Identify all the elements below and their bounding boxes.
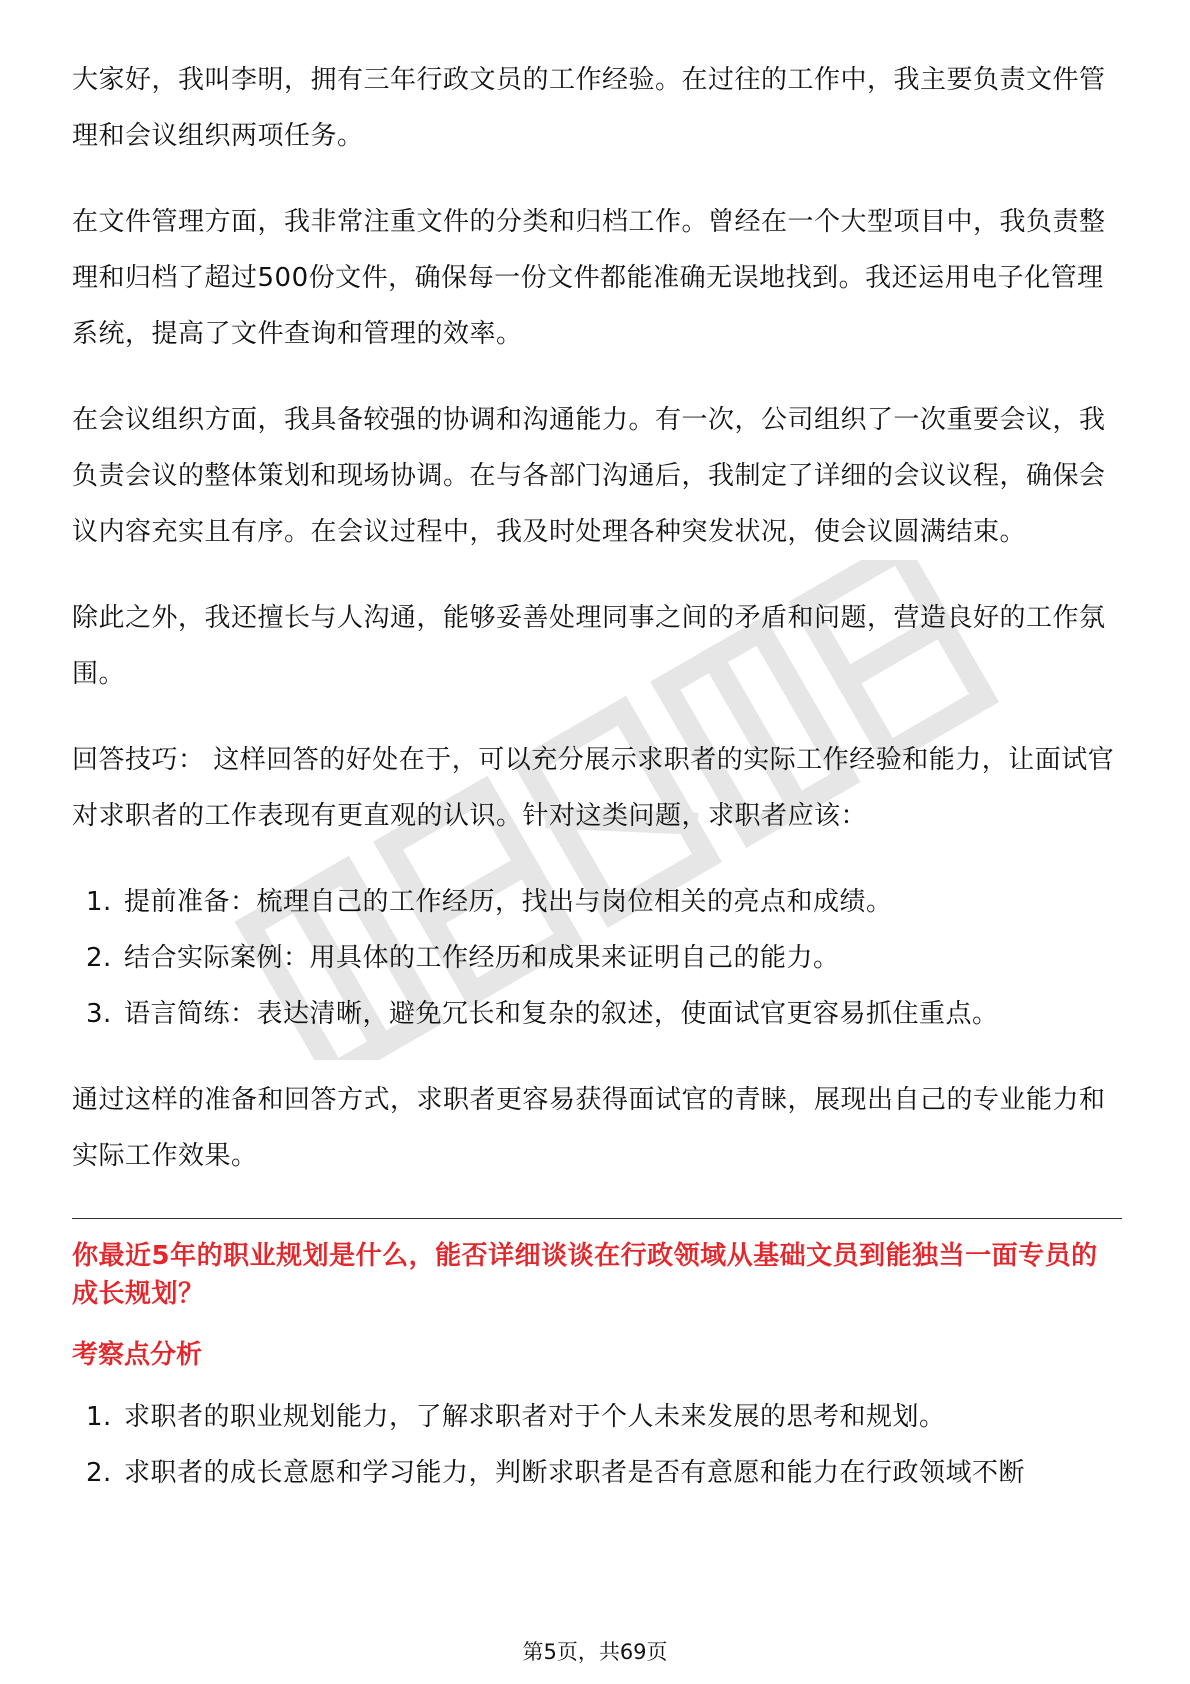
paragraph-answer-tips: 回答技巧： 这样回答的好处在于，可以充分展示求职者的实际工作经验和能力，让面试官对求职者的工作表现有更直观的认识。针对这类问题，求职者应该： (72, 745, 1115, 831)
list-item-text: 求职者的成长意愿和学习能力，判断求职者是否有意愿和能力在行政领域不断 (124, 1458, 1026, 1488)
paragraph-meeting-organization: 在会议组织方面，我具备较强的协调和沟通能力。有一次，公司组织了一次重要会议，我负责会议的整体策划和现场协调。在与各部门沟通后，我制定了详细的会议议程，确保会议内容充实且有序。在会议过程中，我及时处理各种突发状况，使会议圆满结束。 (72, 405, 1106, 547)
list-item (72, 1389, 1122, 1445)
list-item-number: 1. (86, 887, 112, 917)
tips-list (72, 874, 1122, 1042)
list-item (72, 930, 1122, 986)
paragraph-intro: 大家好，我叫李明，拥有三年行政文员的工作经验。在过往的工作中，我主要负责文件管理和会议组织两项任务。 (72, 65, 1106, 151)
analysis-list (72, 1389, 1122, 1501)
list-item (72, 874, 1122, 930)
list-item-number: 2. (86, 1458, 112, 1488)
paragraph-closing: 通过这样的准备和回答方式，求职者更容易获得面试官的青睐，展现出自己的专业能力和实际工作效果。 (72, 1085, 1106, 1171)
list-item-number: 1. (86, 1402, 112, 1432)
paragraph-communication: 除此之外，我还擅长与人沟通，能够妥善处理同事之间的矛盾和问题，营造良好的工作氛围。 (72, 603, 1106, 689)
paragraph-file-management: 在文件管理方面，我非常注重文件的分类和归档工作。曾经在一个大型项目中，我负责整理和归档了超过500份文件，确保每一份文件都能准确无误地找到。我还运用电子化管理系统，提高了文件查询和管理的效率。 (72, 207, 1106, 349)
list-item-text: 结合实际案例：用具体的工作经历和成果来证明自己的能力。 (124, 943, 840, 973)
list-item-text: 语言简练：表达清晰，避免冗长和复杂的叙述，使面试官更容易抓住重点。 (124, 999, 999, 1029)
interview-question: 你最近5年的职业规划是什么，能否详细谈谈在行政领域从基础文员到能独当一面专员的成长规划？ (72, 1241, 1098, 1309)
list-item-number: 2. (86, 943, 112, 973)
main-content (72, 52, 1122, 1531)
list-item-text: 求职者的职业规划能力，了解求职者对于个人未来发展的思考和规划。 (124, 1402, 946, 1432)
analysis-heading: 考察点分析 (72, 1340, 203, 1370)
list-item (72, 986, 1122, 1042)
list-item-number: 3. (86, 999, 112, 1029)
page-footer: 第5页，共69页 (522, 1640, 668, 1664)
section-divider (72, 1218, 1122, 1219)
list-item-text: 提前准备：梳理自己的工作经历，找出与岗位相关的亮点和成绩。 (124, 887, 893, 917)
list-item (72, 1445, 1122, 1501)
